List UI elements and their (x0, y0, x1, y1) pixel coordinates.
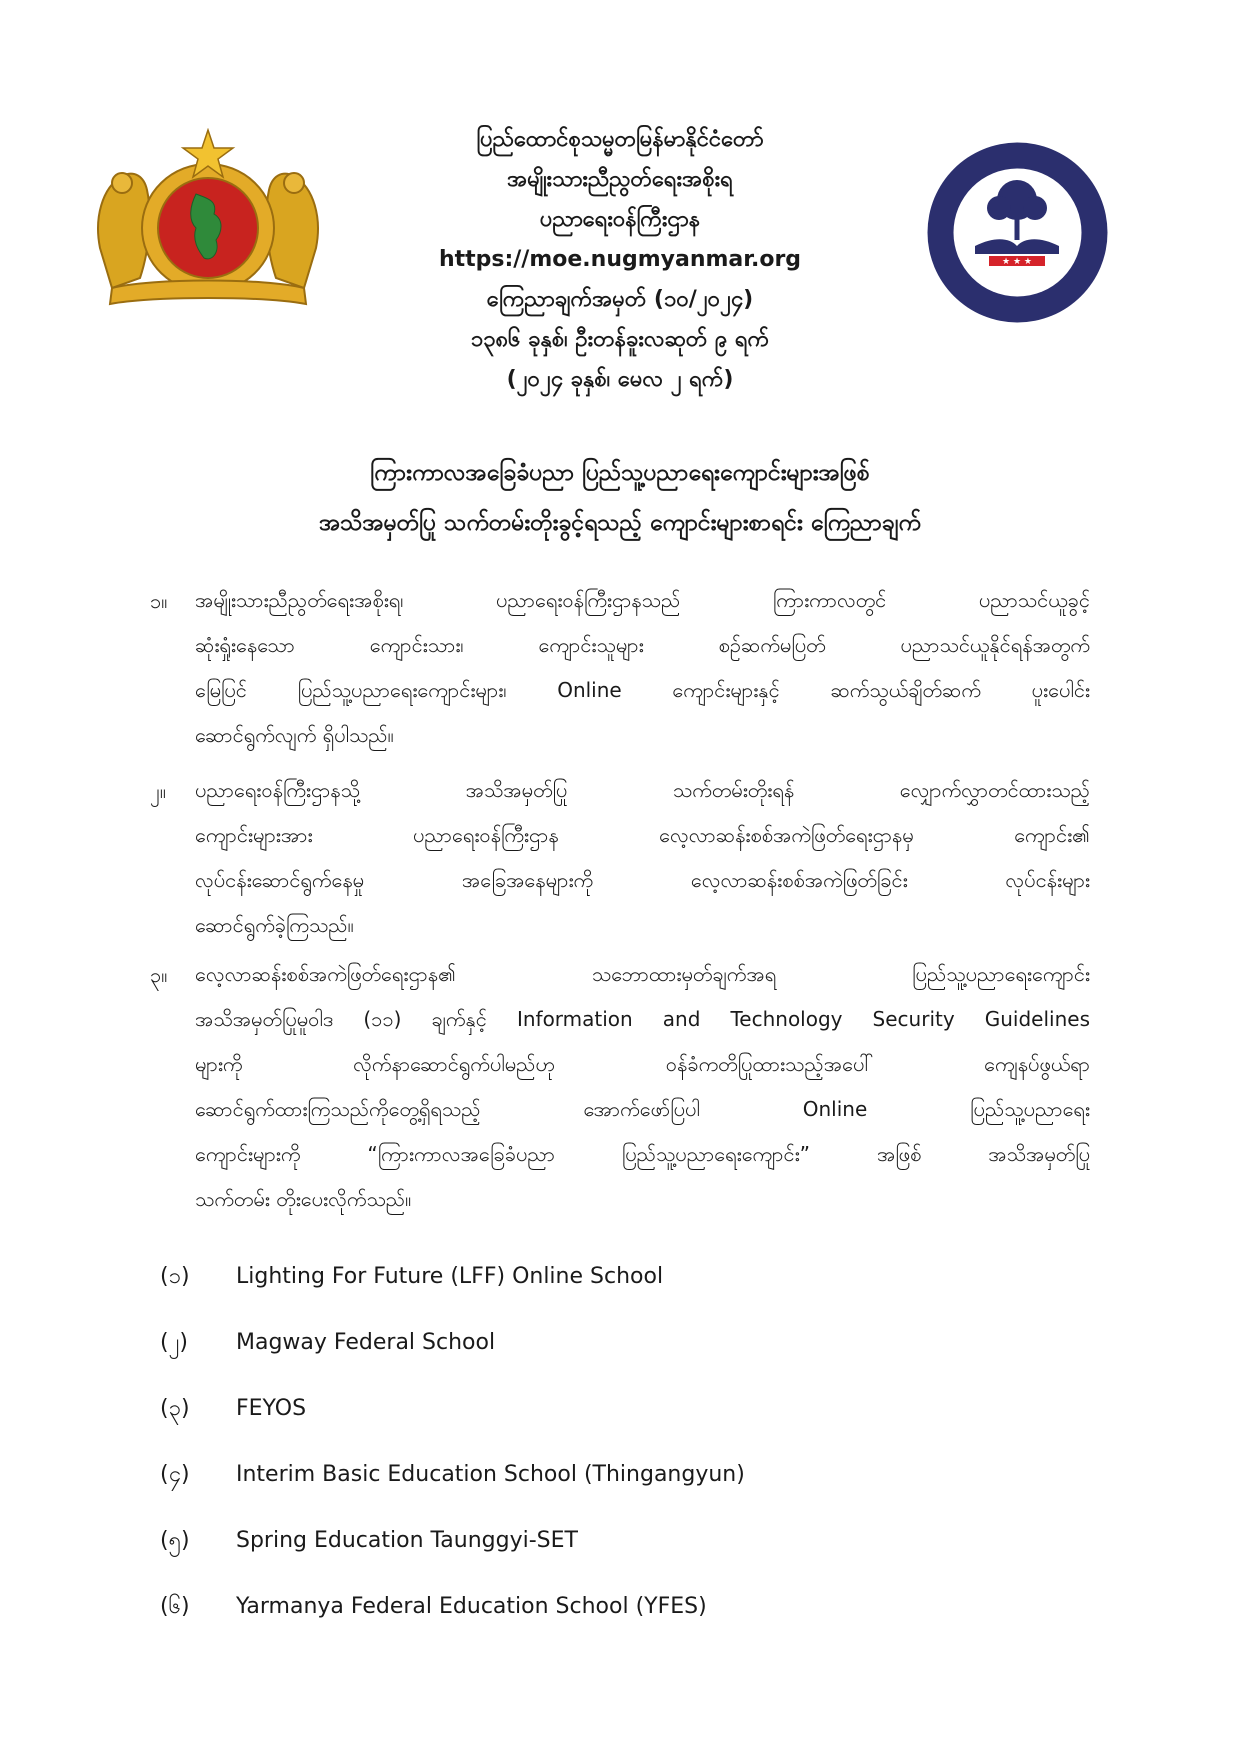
list-item-number: (၃) (160, 1396, 190, 1421)
svg-text:★ ★ ★: ★ ★ ★ (1002, 257, 1032, 267)
paragraph-line: ဆောင်ရွက်ထားကြသည်ကိုတွေ့ရှိရသည့် အောက်ဖော်ပြပါ Online ပြည်သူ့ပညာရေး (195, 1097, 1090, 1121)
list-item (160, 1389, 1060, 1455)
paragraph-line: ပညာရေးဝန်ကြီးဌာနသို့ အသိအမှတ်ပြု သက်တမ်းတိုးရန် လျှောက်လွှာတင်ထားသည့် (195, 778, 1090, 802)
date-gregorian: (၂၀၂၄ ခုနှစ်၊ မေလ ၂ ရက်) (506, 367, 734, 392)
school-list (160, 1257, 1060, 1653)
title-line-2: အသိအမှတ်ပြု သက်တမ်းတိုးခွင့်ရသည့် ကျောင်းများစာရင်း ကြေညာချက် (319, 510, 921, 536)
title-line-1: ကြားကာလအခြေခံပညာ ပြည်သူ့ပညာရေးကျောင်းများအဖြစ် (370, 460, 870, 486)
list-item (160, 1587, 1060, 1653)
paragraph-line: လုပ်ငန်းဆောင်ရွက်နေမှု အခြေအနေများကို လေ့လာဆန်းစစ်အကဲဖြတ်ခြင်း လုပ်ငန်းများ (195, 868, 1090, 892)
date-myanmar: ၁၃၈၆ ခုနှစ်၊ ဦးတန်ခူးလဆုတ် ၉ ရက် (470, 327, 770, 352)
school-name: Interim Basic Education School (Thingangyun) (236, 1462, 745, 1487)
school-name: Spring Education Taunggyi-SET (236, 1528, 578, 1553)
list-item (160, 1455, 1060, 1521)
country-name: ပြည်ထောင်စုသမ္မတမြန်မာနိုင်ငံတော် (476, 127, 764, 152)
school-name: FEYOS (236, 1396, 307, 1421)
ministry-name: ပညာရေးဝန်ကြီးဌာန (539, 207, 701, 232)
paragraph-body (195, 578, 1090, 758)
school-name: Lighting For Future (LFF) Online School (236, 1264, 664, 1289)
paragraph-line: လေ့လာဆန်းစစ်အကဲဖြတ်ရေးဌာန၏ သဘောထားမှတ်ချက်အရ ပြည်သူ့ပညာရေးကျောင်း (195, 962, 1090, 986)
notice-number: ကြေညာချက်အမှတ် (၁၀/၂၀၂၄) (486, 287, 754, 312)
school-name: Yarmanya Federal Education School (YFES) (236, 1594, 707, 1619)
paragraph-number: ၁။ (150, 589, 168, 613)
paragraph-line: များကို လိုက်နာဆောင်ရွက်ပါမည်ဟု ဝန်ခံကတိပြုထားသည့်အပေါ် ကျေနပ်ဖွယ်ရာ (195, 1052, 1090, 1076)
list-item-number: (၂) (160, 1330, 188, 1355)
paragraph-line: ဆောင်ရွက်လျက် ရှိပါသည်။ (195, 723, 394, 747)
list-item-number: (၄) (160, 1462, 190, 1487)
list-item (160, 1521, 1060, 1587)
paragraph-line: သက်တမ်း တိုးပေးလိုက်သည်။ (195, 1187, 412, 1211)
ministry-seal-logo (925, 140, 1110, 325)
list-item (160, 1323, 1060, 1389)
school-name: Magway Federal School (236, 1330, 496, 1355)
paragraph-line: မြေပြင် ပြည်သူ့ပညာရေးကျောင်းများ၊ Online ကျောင်းများနှင့် ဆက်သွယ်ချိတ်ဆက် ပူးပေါင်း (195, 678, 1090, 702)
paragraph-line: ကျောင်းများကို “ကြားကာလအခြေခံပညာ ပြည်သူ့ပညာရေးကျောင်း” အဖြစ် အသိအမှတ်ပြု (195, 1142, 1090, 1166)
announcement-title (150, 448, 1090, 548)
list-item (160, 1257, 1060, 1323)
list-item-number: (၅) (160, 1528, 190, 1553)
government-name: အမျိုးသားညီညွတ်ရေးအစိုးရ (507, 167, 733, 192)
list-item-number: (၁) (160, 1264, 190, 1289)
state-emblem-logo (92, 128, 324, 313)
paragraph-line: ဆောင်ရွက်ခဲ့ကြသည်။ (195, 913, 354, 937)
paragraph-body (195, 952, 1090, 1222)
paragraph-line: ကျောင်းများအား ပညာရေးဝန်ကြီးဌာန လေ့လာဆန်းစစ်အကဲဖြတ်ရေးဌာနမှ ကျောင်း၏ (195, 823, 1090, 847)
paragraph-number: ၃။ (150, 963, 168, 987)
list-item-number: (၆) (160, 1594, 190, 1619)
paragraph-line: အမျိုးသားညီညွတ်ရေးအစိုးရ၊ ပညာရေးဝန်ကြီးဌာနသည် ကြားကာလတွင် ပညာသင်ယူခွင့် (195, 588, 1090, 612)
paragraph-body (195, 768, 1090, 948)
document-header (300, 120, 940, 400)
paragraph-line: အသိအမှတ်ပြုမူဝါဒ (၁၁) ချက်နှင့် Information and Technology Security Guidelines (195, 1007, 1090, 1031)
paragraph-number: ၂။ (150, 779, 166, 803)
paragraph-line: ဆုံးရှုံးနေသော ကျောင်းသား၊ ကျောင်းသူများ စဉ်ဆက်မပြတ် ပညာသင်ယူနိုင်ရန်အတွက် (195, 633, 1090, 657)
ministry-url[interactable]: https://moe.nugmyanmar.org (438, 247, 802, 272)
